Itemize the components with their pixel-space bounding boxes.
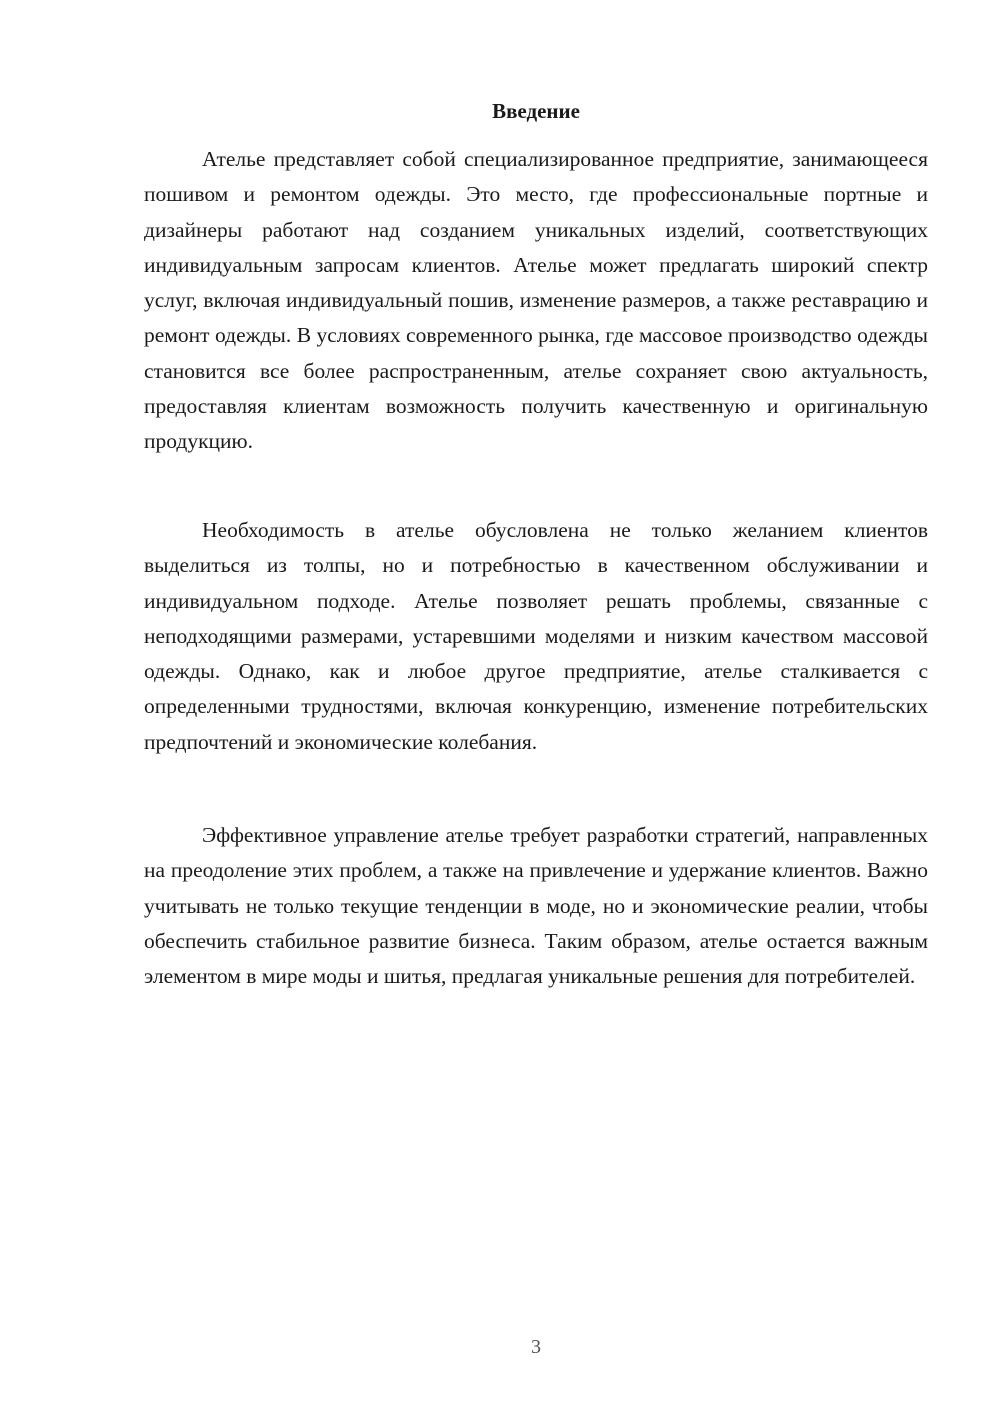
page-number: 3 [531,1336,541,1358]
paragraph-1: Ателье представляет собой специализированное предприятие, занимающееся пошивом и ремонтом одежды. Это место, где профессиональные портные и дизайнеры работают над созданием уникальных изделий, соответствующих индивидуальным запросам клиентов. Ателье может предлагать широкий спектр услуг, включая индивидуальный пошив, изменение размеров, а также реставрацию и ремонт одежды. В условиях современного рынка, где массовое производство одежды становится все более распространенным, ателье сохраняет свою актуальность, предоставляя клиентам возможность получить качественную и оригинальную продукцию. [144,147,928,454]
section-title: Введение [492,99,580,123]
paragraph-2: Необходимость в ателье обусловлена не только желанием клиентов выделиться из толпы, но и потребностью в качественном обслуживании и индивидуальном подходе. Ателье позволяет решать проблемы, связанные с неподходящими размерами, устаревшими моделями и низким качеством массовой одежды. Однако, как и любое другое предприятие, ателье сталкивается с определенными трудностями, включая конкуренцию, изменение потребительских предпочтений и экономические колебания. [144,518,928,754]
paragraph-3: Эффективное управление ателье требует разработки стратегий, направленных на преодоление этих проблем, а также на привлечение и удержание клиентов. Важно учитывать не только текущие тенденции в моде, но и экономические реалии, чтобы обеспечить стабильное развитие бизнеса. Таким образом, ателье остается важным элементом в мире моды и шитья, предлагая уникальные решения для потребителей. [144,823,928,989]
